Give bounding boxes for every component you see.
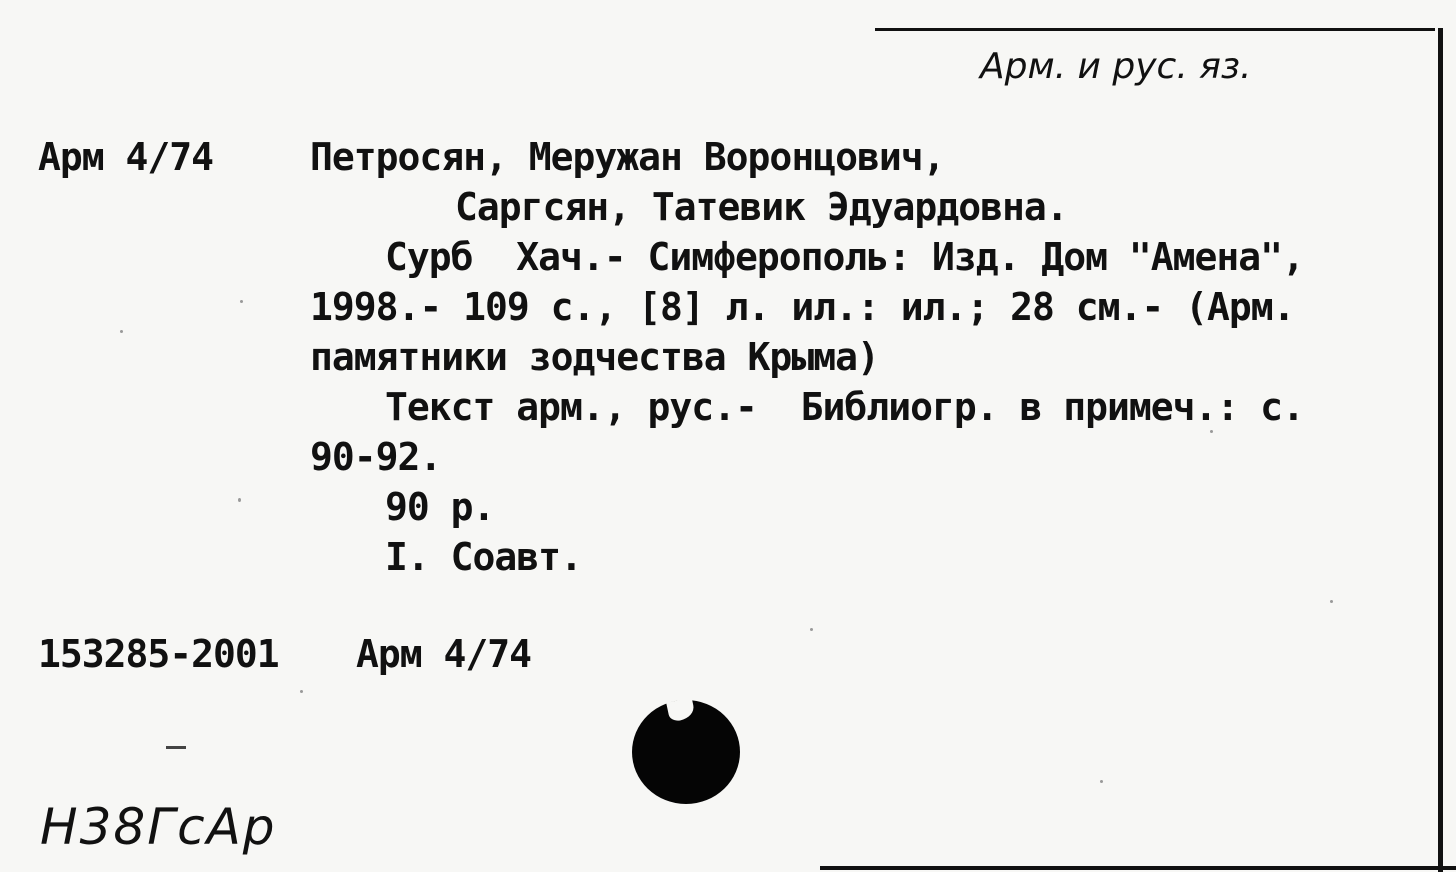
scan-speck: [1330, 600, 1333, 603]
scan-mark: [166, 746, 186, 749]
scan-speck: [238, 498, 241, 502]
inventory-call-number: Арм 4/74: [356, 632, 532, 676]
scan-speck: [300, 690, 303, 693]
added-entry: I. Соавт.: [385, 535, 582, 579]
card-top-border: [875, 28, 1435, 31]
handwritten-code: Н38ГсАр: [40, 798, 277, 856]
description-line-2: 1998.- 109 с., [8] л. ил.: ил.; 28 см.- (Арм.: [310, 285, 1295, 329]
scan-speck: [120, 330, 123, 333]
author-heading: Петросян, Меружан Воронцович,: [310, 135, 945, 179]
scan-speck: [1210, 430, 1213, 433]
note-line-2: 90-92.: [310, 435, 442, 479]
scan-speck: [810, 628, 813, 631]
scan-speck: [240, 300, 243, 303]
call-number: Арм 4/74: [38, 135, 214, 179]
description-line-3: памятники зодчества Крыма): [310, 335, 879, 379]
scan-speck: [1100, 780, 1103, 783]
language-note: Арм. и рус. яз.: [980, 46, 1252, 87]
coauthor-line: Саргсян, Татевик Эдуардовна.: [455, 185, 1068, 229]
inventory-number: 153285-2001: [38, 632, 279, 676]
description-line-1: Сурб Хач.- Симферополь: Изд. Дом "Амена",: [385, 235, 1304, 279]
note-line-1: Текст арм., рус.- Библиогр. в примеч.: с.: [385, 385, 1304, 429]
price: 90 р.: [385, 485, 495, 529]
card-bottom-border: [820, 866, 1456, 870]
card-right-border: [1438, 28, 1443, 872]
